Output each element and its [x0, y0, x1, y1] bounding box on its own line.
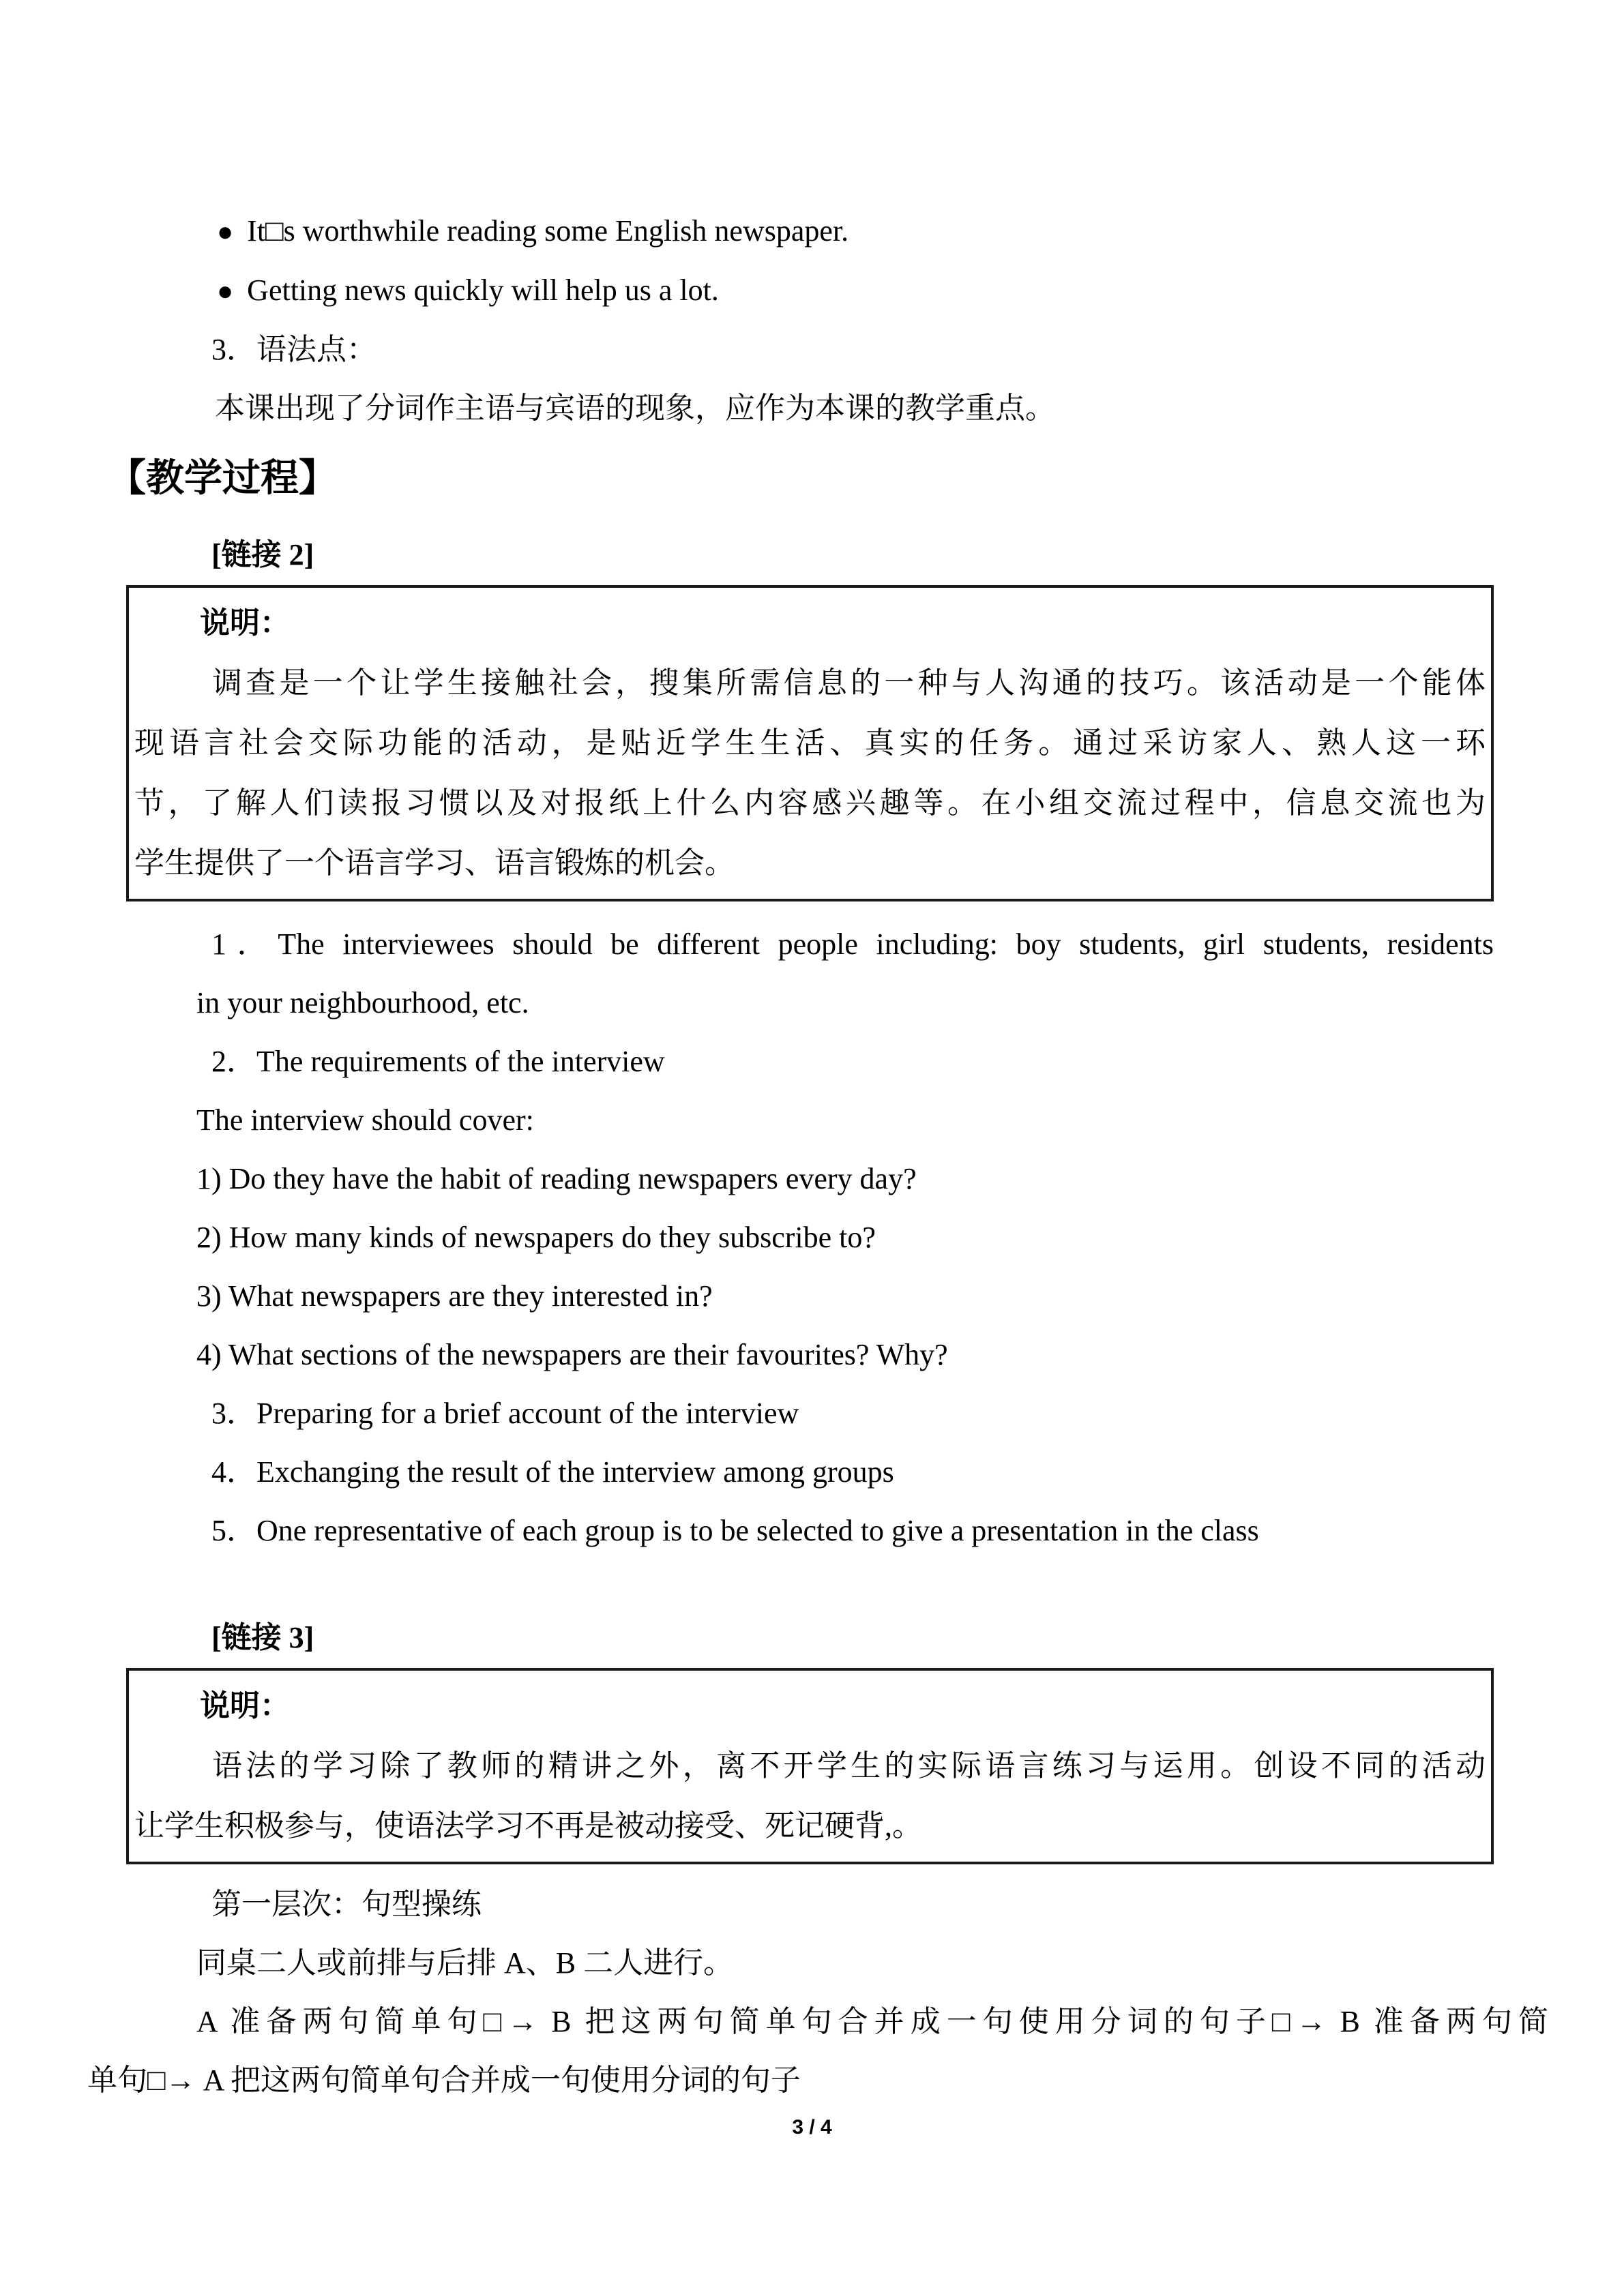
list-line: 2．The requirements of the interview: [211, 1045, 665, 1078]
link3-note-box: [126, 1668, 1494, 1864]
bullet-icon: ●: [217, 216, 234, 247]
list-line: 1．The interviewees should be different people including: boy students, girl students, residents: [211, 927, 1494, 961]
link2-note-box: [126, 585, 1494, 901]
bullet-item: [217, 202, 1494, 261]
page-number: 3 / 4: [792, 2116, 832, 2138]
note-box-heading: 说明：: [200, 606, 290, 640]
note-line: 节，了解人们读报习惯以及对报纸上什么内容感兴趣等。在小组交流过程中，信息交流也为: [134, 786, 1486, 820]
link3-label: [链接 3]: [211, 1621, 314, 1654]
list-line: The interview should cover:: [196, 1103, 534, 1137]
practice-line: 同桌二人或前排与后排 A、B 二人进行。: [196, 1946, 734, 1980]
list-line: 4．Exchanging the result of the interview among groups: [211, 1455, 894, 1489]
list-line: 3．Preparing for a brief account of the interview: [211, 1397, 799, 1430]
practice-line: A 准备两句简单句□→ B 把这两句简单句合并成一句使用分词的句子□→ B 准备两句简: [196, 2005, 1548, 2038]
link2-label: [链接 2]: [211, 538, 314, 571]
list-line: in your neighbourhood, etc.: [196, 986, 529, 1019]
list-line: 5．One representative of each group is to be selected to give a presentation in the class: [211, 1514, 1259, 1547]
interview-list: [0, 915, 1494, 1560]
list-line: 1) Do they have the habit of reading newspapers every day?: [196, 1162, 917, 1195]
list-line: 3) What newspapers are they interested in?: [196, 1279, 713, 1313]
section-title: 【教学过程】: [108, 458, 337, 500]
note-line: 让学生积极参与，使语法学习不再是被动接受、死记硬背,。: [134, 1809, 922, 1843]
list-line: 4) What sections of the newspapers are their favourites? Why?: [196, 1338, 948, 1371]
list-line: 2) How many kinds of newspapers do they subscribe to?: [196, 1221, 876, 1254]
bullet-text: It□s worthwhile reading some English newspaper.: [247, 214, 849, 248]
bullet-icon: ●: [217, 275, 234, 306]
grammar-note: 本课出现了分词作主语与宾语的现象，应作为本课的教学重点。: [215, 391, 1055, 425]
note-line: 学生提供了一个语言学习、语言锻炼的机会。: [134, 846, 735, 880]
practice-section: [0, 1875, 1548, 2110]
note-line: 语法的学习除了教师的精讲之外，离不开学生的实际语言练习与运用。创设不同的活动: [212, 1749, 1486, 1783]
note-line: 现语言社会交际功能的活动，是贴近学生生活、真实的任务。通过采访家人、熟人这一环: [134, 726, 1486, 760]
note-box-heading: 说明：: [200, 1689, 290, 1723]
practice-line: 第一层次：句型操练: [211, 1888, 482, 1921]
bullet-text: Getting news quickly will help us a lot.: [247, 273, 719, 307]
grammar-point-heading: 3．语法点：: [211, 333, 377, 366]
practice-line: 单句□→ A 把这两句简单句合并成一句使用分词的句子: [87, 2063, 801, 2097]
bullet-item: [217, 261, 1494, 320]
note-line: 调查是一个让学生接触社会，搜集所需信息的一种与人沟通的技巧。该活动是一个能体: [212, 666, 1486, 700]
